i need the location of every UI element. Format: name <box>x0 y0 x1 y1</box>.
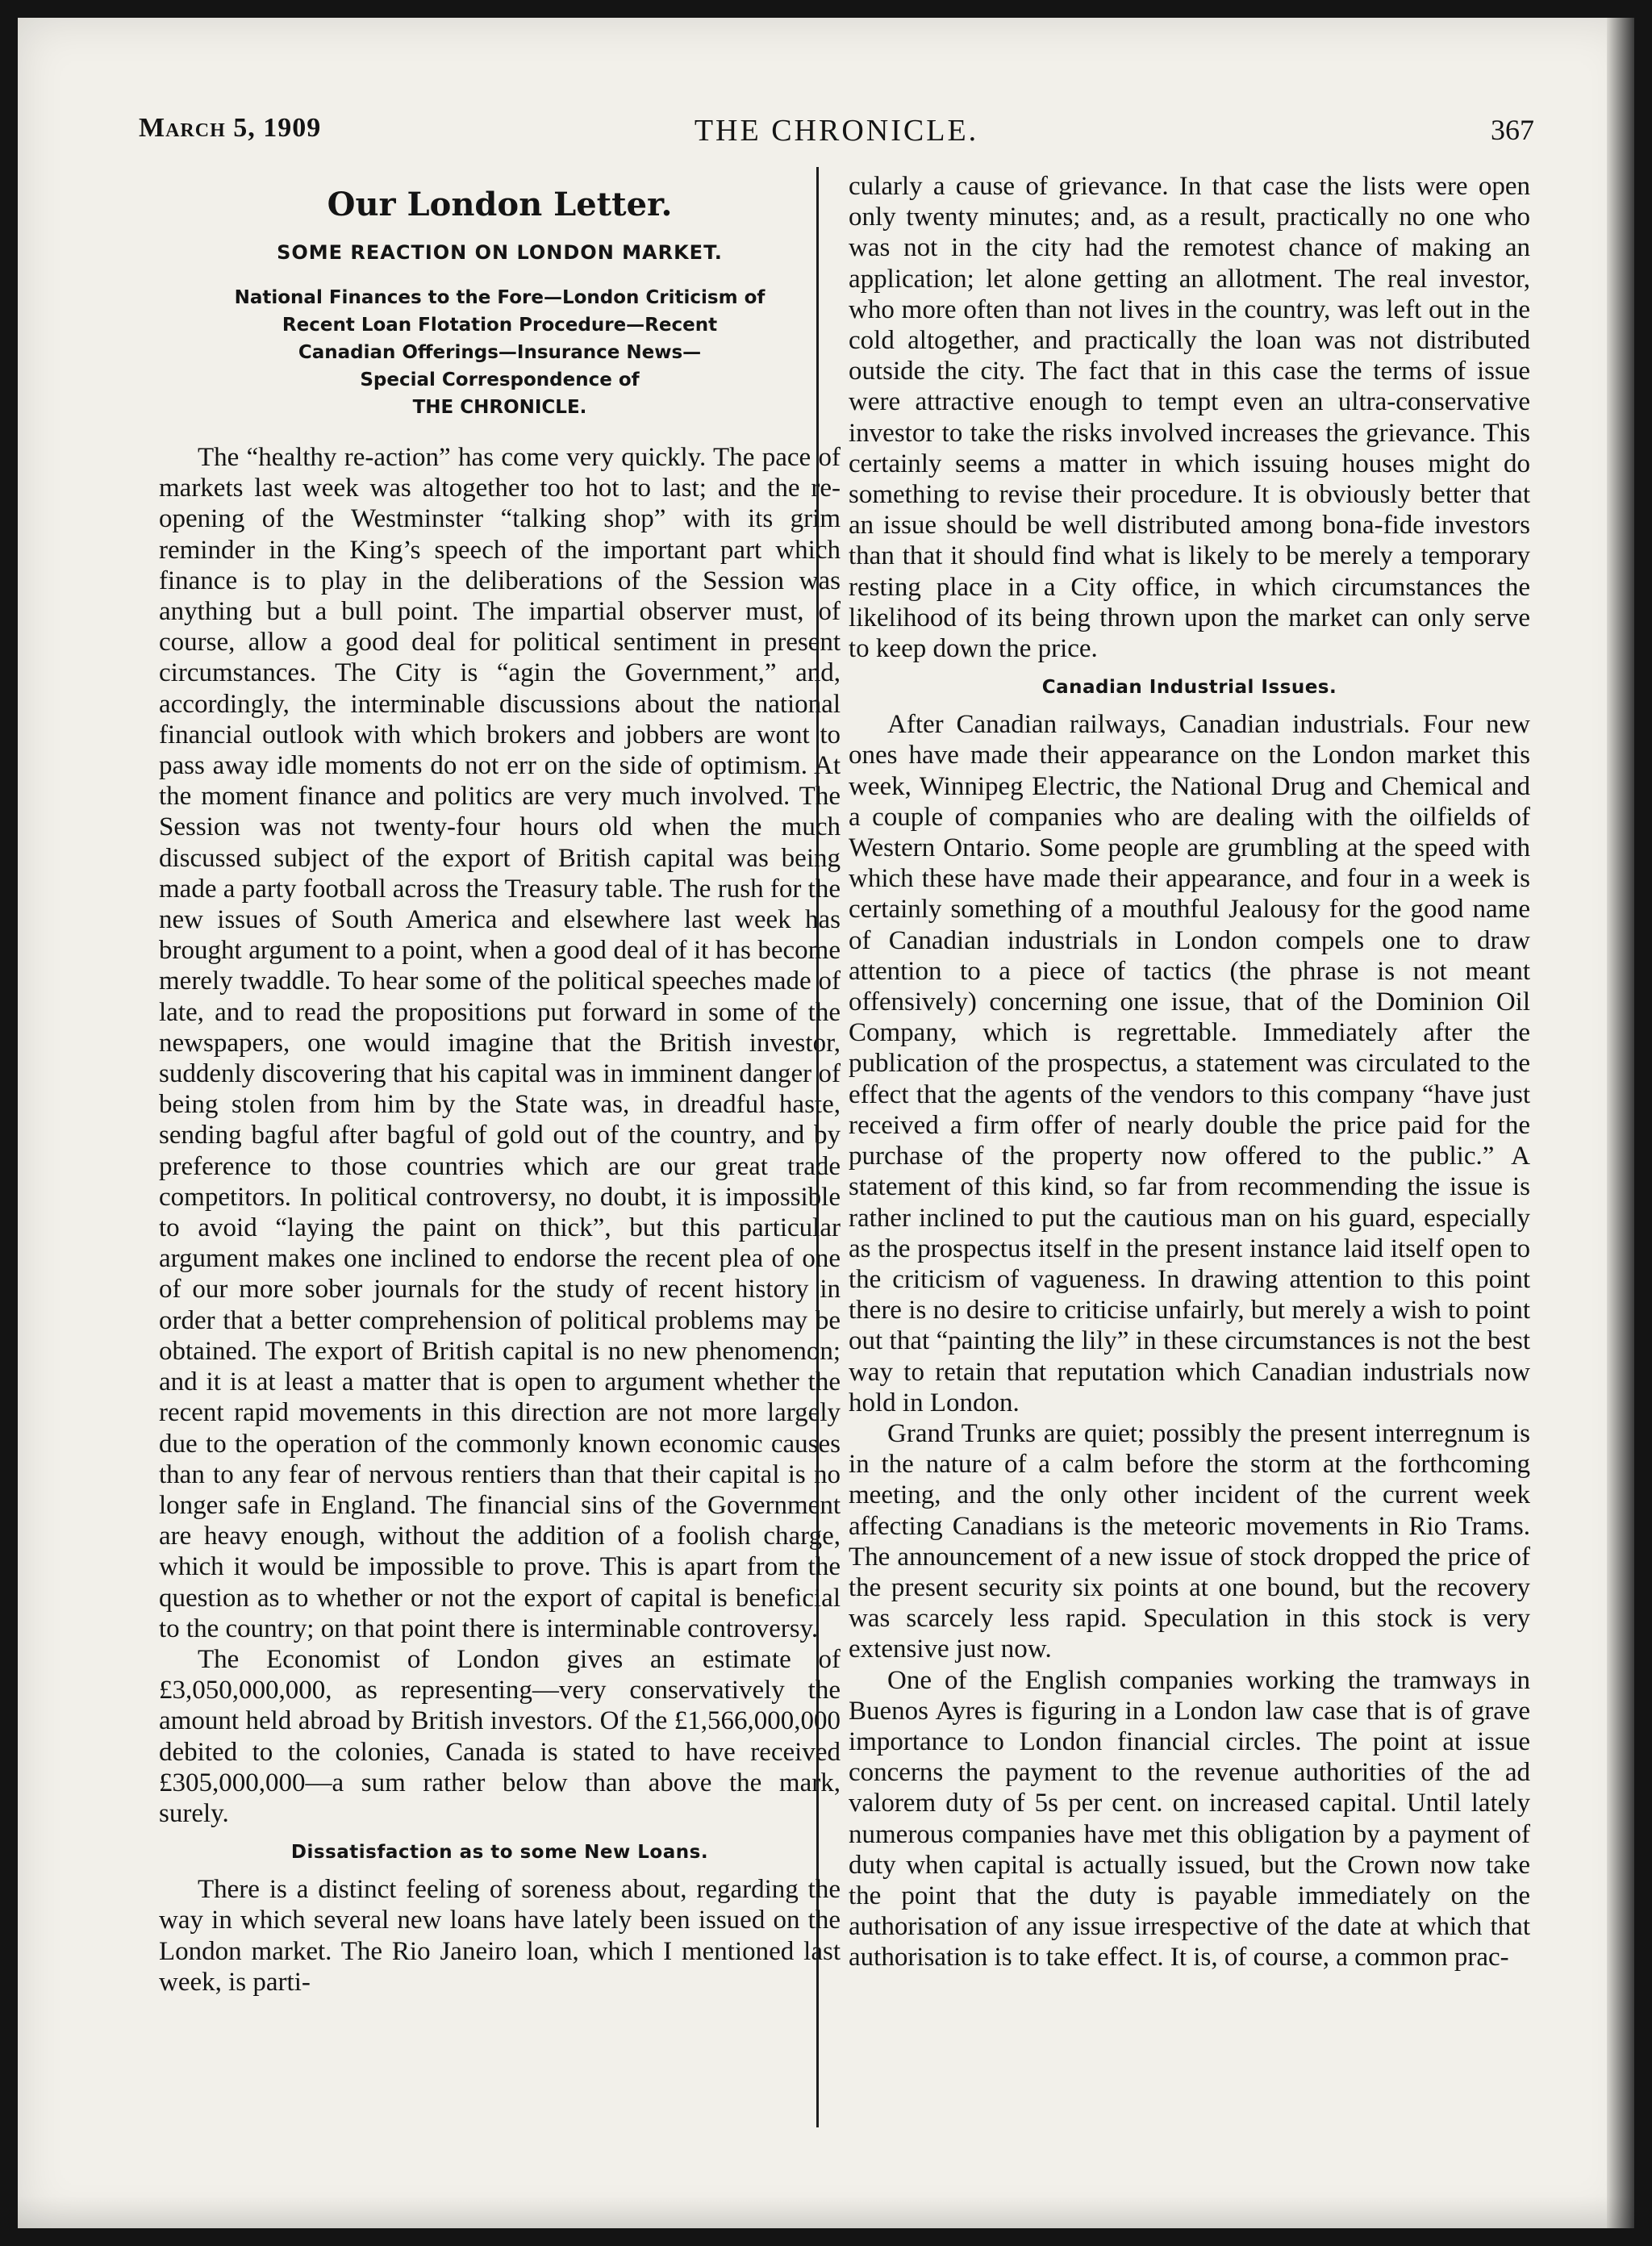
paragraph-economist-estimate: The Economist of London gives an estimate of £3,050,000,000, as representing—very conservatively the amount held abroad by British investors. Of the £1,566,000,000 debited to the colonies, Canada is stated to have received £305,000,000—a sum rather below than above the mark, surely. <box>159 1644 841 1828</box>
article-subtitle: SOME REACTION ON LONDON MARKET. <box>277 241 723 264</box>
issue-date: March 5, 1909 <box>139 113 322 143</box>
article-deck <box>159 284 841 421</box>
newspaper-page <box>18 18 1634 2228</box>
deck-line: THE CHRONICLE. <box>412 397 587 418</box>
running-header <box>139 113 1534 161</box>
paragraph-soreness: There is a distinct feeling of soreness about, regarding the way in which several new loans have lately been issued on the London market. The Rio Janeiro loan, which I mentioned last week, is parti- <box>159 1875 841 1997</box>
paragraph-buenos-ayres: One of the English companies working the tramways in Buenos Ayres is figuring in a London law case that is of grave importance to London financial circles. The point at issue concerns the payment to the revenue authorities of the ad valorem duty of 5s per cent. on increased capital. Until lately numerous companies have met this obligation by a payment of duty when capital is actually issued, but the Crown now take the point that the duty is payable immediately on the authorisation of any issue irrespective of the date at which that authorisation is to take effect. It is, of course, a common prac- <box>849 1665 1530 1973</box>
deck-line: Canadian Offerings—Insurance News— <box>298 342 702 363</box>
right-column <box>849 171 1530 1973</box>
article-title: Our London Letter. <box>327 186 673 223</box>
paragraph-healthy-reaction: The “healthy re-action” has come very quickly. The pace of markets last week was altogether too hot to last; and the re-opening of the Westminster “talking shop” with its grim reminder in the King’s speech of the important part which finance is to play in the deliberations of the Session was anything but a bull point. The impartial observer must, of course, allow a good deal for political sentiment in present circumstances. The City is “agin the Government,” and, accordingly, the interminable discussions about the national financial outlook with which brokers and jobbers are wont to pass away idle moments do not err on the side of optimism. At the moment finance and politics are very much involved. The Session was not twenty-four hours old when the much discussed subject of the export of British capital was being made a party football across the Treasury table. The rush for the new issues of South America and elsewhere last week has brought argument to a point, when a good deal of it has become merely twaddle. To hear some of the political speeches made of late, and to read the propositions put forward in some of the newspapers, one would imagine that the British investor, suddenly discovering that his capital was in imminent danger of being stolen from him by the State was, in dreadful haste, sending bagful after bagful of gold out of the country, and by preference to those countries which are our great trade competitors. In political controversy, no doubt, it is impossible to avoid “laying the paint on thick”, but this particular argument makes one inclined to endorse the recent plea of one of our more sober journals for the study of recent history in order that a better comprehension of political problems may be obtained. The export of British capital is no new phenomenon; and it is at least a matter that is open to argument whether the recent rapid movements in this direction are not more largely due to the operation of the commonly known economic causes than to any fear of nervous rentiers than that their capital is no longer safe in England. The financial sins of the Government are heavy enough, without the addition of a foolish charge, which it would be impossible to prove. This is apart from the question as to whether or not the export of capital is beneficial to the country; on that point there is interminable controversy. <box>159 443 841 1643</box>
deck-line: Recent Loan Flotation Procedure—Recent <box>282 315 718 336</box>
paragraph-soreness-continued: cularly a cause of grievance. In that case the lists were open only twenty minutes; and, as a result, practically no one who was not in the city had the remotest chance of making an application; let alone getting an allotment. The real investor, who more often than not lives in the country, was left out in the cold altogether, and practically the loan was not distributed outside the city. The fact that in this case the terms of issue were attractive enough to tempt even an ultra-conservative investor to take the risks involved increases the grievance. This certainly seems a matter in which issuing houses might do something to revise their procedure. It is obviously better that an issue should be well distributed among bona-fide investors than that it should find what is likely to be merely a temporary resting place in a City office, in which circumstances the likelihood of its being thrown upon the market can only serve to keep down the price. <box>849 172 1530 664</box>
page-bottom-shadow <box>18 2196 1634 2228</box>
paragraph-canadian-industrials: After Canadian railways, Canadian industrials. Four new ones have made their appearance on the London market this week, Winnipeg Electric, the National Drug and Chemical and a couple of companies who are dealing with the oilfields of Western Ontario. Some people are grumbling at the speed with which these have made their appearance, and four in a week is certainly something of a mouthful Jealousy for the good name of Canadian industrials in London compels one to draw attention to a piece of tactics (the phrase is not meant offensively) concerning one issue, that of the Dominion Oil Company, which is regrettable. Immediately after the publication of the prospectus, a statement was circulated to the effect that the agents of the vendors to this company “have just received a firm offer of nearly double the price paid for the purchase of the property now offered to the public.” A statement of this kind, so far from recommending the issue is rather inclined to put the cautious man on his guard, especially as the prospectus itself in the present instance laid itself open to the criticism of vagueness. In drawing attention to this point there is no desire to criticise unfairly, but merely a wish to point out that “painting the lily” in these circumstances is not the best way to retain that reputation which Canadian industrials now hold in London. <box>849 710 1530 1417</box>
paragraph-grand-trunks: Grand Trunks are quiet; possibly the present interregnum is in the nature of a calm before the storm at the forthcoming meeting, and the only other incident of the current week affecting Canadians is the meteoric movements in Rio Trams. The announcement of a new issue of stock dropped the price of the present security six points at one bound, but the recovery was scarcely less rapid. Speculation in this stock is very extensive just now. <box>849 1418 1530 1664</box>
deck-line: Special Correspondence of <box>360 369 640 390</box>
left-column <box>159 171 841 1998</box>
page-number: 367 <box>1491 114 1534 146</box>
section-heading-canadian-industrial: Canadian Industrial Issues. <box>1041 677 1337 699</box>
page-edge-shadow <box>1607 18 1634 2228</box>
publication-title: THE CHRONICLE. <box>694 114 979 148</box>
deck-line: National Finances to the Fore—London Criticism of <box>234 287 766 308</box>
section-heading-dissatisfaction: Dissatisfaction as to some New Loans. <box>290 1842 709 1864</box>
